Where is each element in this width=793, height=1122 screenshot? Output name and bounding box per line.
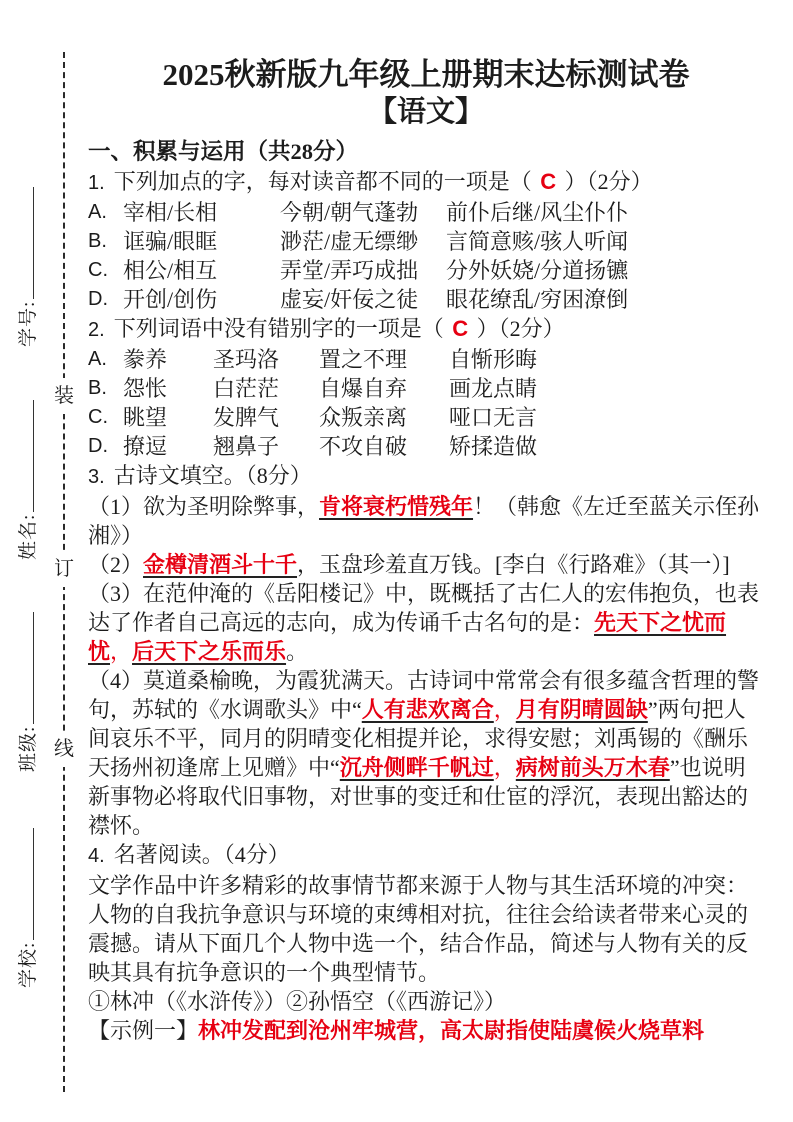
question-2-text: 下列词语中没有错别字的一项是（ C ）（2分） <box>113 316 565 341</box>
name-label: 姓名: <box>18 513 40 560</box>
option-letter: D. <box>88 288 108 310</box>
school-blank-line <box>16 828 34 940</box>
q3-item-3: （3）在范仲淹的《岳阳楼记》中，既概括了古仁人的宏伟抱负，也表达了作者自己高远的志向，成为传诵千古名句的是：先天下之忧而忧，后天下之乐而乐。 <box>88 581 760 664</box>
q3-item-2: （2）金樽清酒斗十千，玉盘珍羞直万钱。[李白《行路难》（其一）] <box>88 552 730 577</box>
option-word: 白茫茫 <box>213 376 280 401</box>
option-pair: 眼花缭乱/穷困潦倒 <box>446 287 629 312</box>
q1-option-a <box>88 198 764 227</box>
class-field <box>16 612 41 772</box>
q3-item-1: （1）欲为圣明除弊事，肯将衰朽惜残年！（韩愈《左迁至蓝关示侄孙湘》） <box>88 494 760 548</box>
name-field <box>16 400 41 560</box>
question-2-number: 2. <box>88 319 105 341</box>
option-letter: B. <box>88 230 107 252</box>
question-1-stem <box>88 167 764 198</box>
option-word: 众叛亲离 <box>319 405 408 430</box>
q2-option-a <box>88 345 764 374</box>
option-word: 哑口无言 <box>449 405 538 430</box>
option-word: 自惭形晦 <box>449 347 538 372</box>
option-letter: A. <box>88 201 107 223</box>
section-heading: 一、积累与运用（共28分） <box>88 139 359 164</box>
question-4-number: 4. <box>88 845 105 867</box>
option-pair: 诓骗/眼眶 <box>123 229 218 254</box>
option-pair: 前仆后继/风尘仆仆 <box>446 200 629 225</box>
q4-character-choices: ①林冲（《水浒传》）②孙悟空（《西游记》） <box>88 989 507 1014</box>
option-word: 不攻自破 <box>319 434 408 459</box>
q1-option-b <box>88 227 764 256</box>
q3-item-4: （4）莫道桑榆晚，为霞犹满天。古诗词中常常会有很多蕴含哲理的警句，苏轼的《水调歌头》中“人有悲欢离合，月有阴晴圆缺”两句把人间哀乐不平，同月的阴晴变化相提并论，求得安慰；刘禹锡的《酬乐天扬州初逢席上见赠》中“沉舟侧畔千帆过，病树前头万木春”也说明新事物必将取代旧事物，对世事的变迁和仕宦的浮沉，表现出豁达的襟怀。 <box>88 668 760 838</box>
question-1-number: 1. <box>88 172 105 194</box>
q4-example-answer: 【示例一】林冲发配到沧州牢城营，高太尉指使陆虞候火烧草料 <box>88 1018 705 1043</box>
option-pair: 分外妖娆/分道扬镳 <box>446 258 629 283</box>
question-4-text: 名著阅读。（4分） <box>113 842 290 867</box>
paper-title: 2025秋新版九年级上册期末达标测试卷 <box>162 57 690 92</box>
question-3-stem <box>88 461 764 492</box>
option-word: 眺望 <box>123 405 168 430</box>
student-id-blank-line <box>16 187 34 299</box>
class-blank-line <box>16 612 34 724</box>
option-word: 翘鼻子 <box>213 434 280 459</box>
option-pair: 开创/创伤 <box>123 287 218 312</box>
student-id-label: 学号: <box>18 300 40 347</box>
student-id-field <box>16 187 41 347</box>
option-pair: 今朝/朝气蓬勃 <box>280 200 419 225</box>
option-word: 自爆自弃 <box>319 376 408 401</box>
q1-option-d <box>88 285 764 314</box>
name-blank-line <box>16 400 34 512</box>
q2-option-c <box>88 403 764 432</box>
q2-option-d <box>88 432 764 461</box>
paper-subject: 【语文】 <box>367 96 484 128</box>
question-4-stem <box>88 840 764 871</box>
school-label: 学校: <box>18 941 40 988</box>
q1-option-c <box>88 256 764 285</box>
question-2-stem <box>88 314 764 345</box>
option-letter: C. <box>88 406 108 428</box>
option-pair: 渺茫/虚无缥缈 <box>280 229 419 254</box>
q4-paragraph: 文学作品中许多精彩的故事情节都来源于人物与其生活环境的冲突：人物的自我抗争意识与环境的束缚相对抗，往往会给读者带来心灵的震撼。请从下面几个人物中选一个，结合作品，简述与人物有关的反映其具有抗争意识的一个典型情节。 <box>88 873 749 985</box>
school-field <box>16 828 41 988</box>
binding-char-xian: 线 <box>52 731 76 767</box>
exam-content <box>88 56 764 1045</box>
option-pair: 弄堂/弄巧成拙 <box>280 258 419 283</box>
class-label: 班级: <box>18 725 40 772</box>
option-pair: 虚妄/奸佞之徒 <box>280 287 419 312</box>
option-word: 豢养 <box>123 347 168 372</box>
q2-option-b <box>88 374 764 403</box>
option-pair: 相公/相互 <box>123 258 218 283</box>
option-word: 置之不理 <box>319 347 408 372</box>
option-pair: 言简意赅/骇人听闻 <box>446 229 629 254</box>
option-pair: 宰相/长相 <box>123 200 218 225</box>
question-3-text: 古诗文填空。（8分） <box>113 463 312 488</box>
question-1-text: 下列加点的字，每对读音都不同的一项是（ C ）（2分） <box>113 169 653 194</box>
option-letter: D. <box>88 435 108 457</box>
option-letter: B. <box>88 377 107 399</box>
option-word: 发脾气 <box>213 405 280 430</box>
option-word: 画龙点睛 <box>449 376 538 401</box>
binding-char-zhuang: 装 <box>52 378 76 414</box>
option-letter: A. <box>88 348 107 370</box>
option-letter: C. <box>88 259 108 281</box>
option-word: 怨怅 <box>123 376 168 401</box>
option-word: 圣玛洛 <box>213 347 280 372</box>
option-word: 撩逗 <box>123 434 168 459</box>
option-word: 矫揉造做 <box>449 434 538 459</box>
binding-char-ding: 订 <box>52 551 76 587</box>
question-3-number: 3. <box>88 466 105 488</box>
